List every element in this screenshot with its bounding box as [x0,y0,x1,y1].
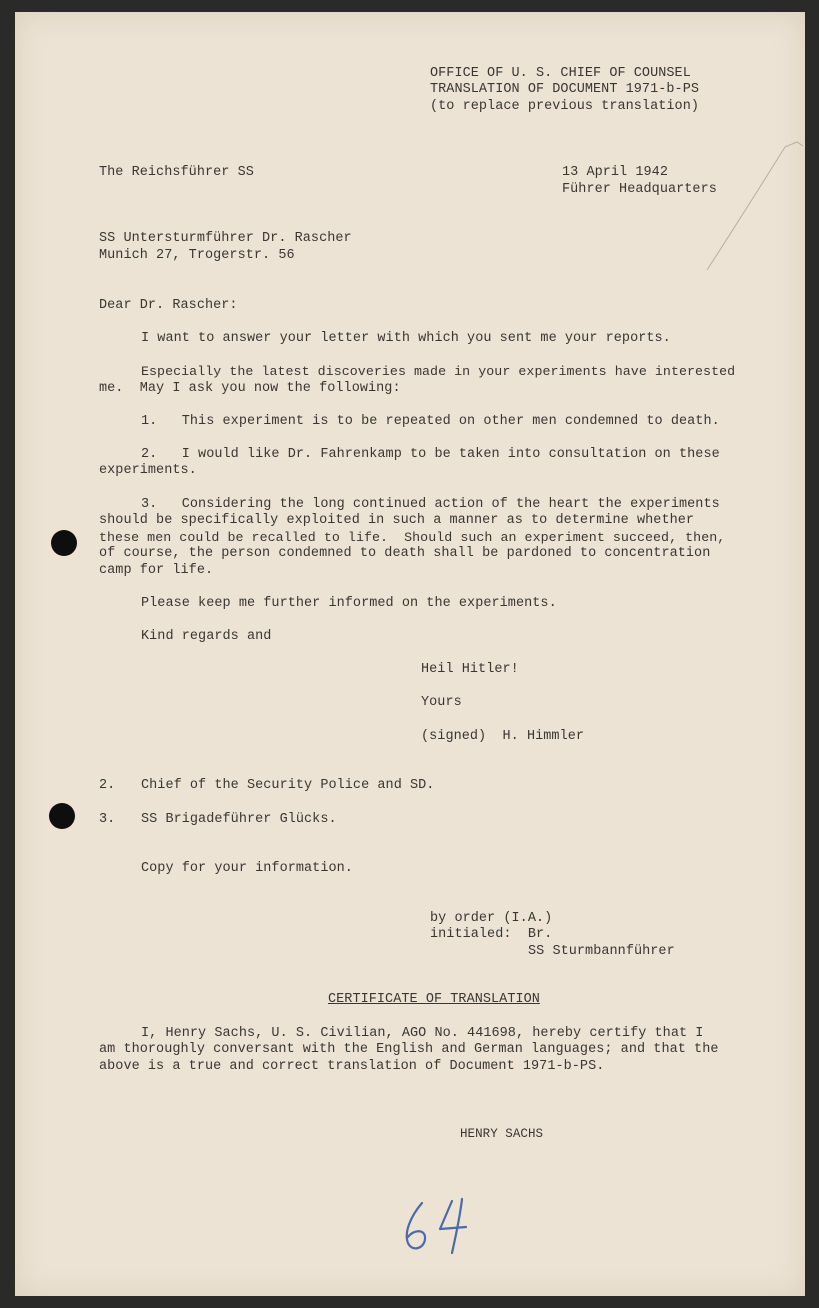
body-paragraph-2-line-1: Especially the latest discoveries made in your experiments have interested [141,364,736,379]
distribution-number-2: 2. [99,778,116,793]
document-page [15,12,805,1296]
replace-note: (to replace previous translation) [430,99,699,114]
body-paragraph-keep-informed: Please keep me further informed on the experiments. [141,596,557,611]
body-paragraph-regards: Kind regards and [141,629,272,644]
certificate-line-1: I, Henry Sachs, U. S. Civilian, AGO No. 441698, hereby certify that I [141,1026,704,1041]
letter-date: 13 April 1942 [562,165,668,180]
closing-signed: (signed) H. Himmler [421,729,585,744]
list-item-3-line-5: camp for life. [99,563,214,578]
body-paragraph-2-line-2: me. May I ask you now the following: [99,381,401,396]
handwritten-page-number [400,1197,490,1257]
distribution-item-2: Chief of the Security Police and SD. [141,778,435,793]
order-line-1: by order (I.A.) [430,911,553,926]
letter-place: Führer Headquarters [562,182,717,197]
translation-line: TRANSLATION OF DOCUMENT 1971-b-PS [430,82,699,97]
addressee-address: Munich 27, Trogerstr. 56 [99,248,295,263]
body-paragraph-1: I want to answer your letter with which you sent me your reports. [141,331,671,346]
pencil-mark [705,132,815,272]
list-item-3-line-4: of course, the person condemned to death shall be pardoned to concentration [99,546,711,561]
certificate-line-2: am thoroughly conversant with the English and German languages; and that the [99,1042,719,1057]
list-item-3-line-2: should be specifically exploited in such a manner as to determine whether [99,513,695,528]
office-line: OFFICE OF U. S. CHIEF OF COUNSEL [430,66,691,81]
list-item-3-line-1: 3. Considering the long continued action of the heart the experiments [141,497,720,512]
list-item-2-line-2: experiments. [99,463,197,478]
list-item-3-line-3: these men could be recalled to life. Should such an experiment succeed, then, [99,530,726,545]
certificate-line-3: above is a true and correct translation of Document 1971-b-PS. [99,1059,605,1074]
list-item-1: 1. This experiment is to be repeated on other men condemned to death. [141,414,720,429]
sender: The Reichsführer SS [99,165,254,180]
closing-heil: Heil Hitler! [421,662,519,677]
distribution-item-3: SS Brigadeführer Glücks. [141,812,337,827]
closing-yours: Yours [421,695,462,710]
list-item-2-line-1: 2. I would like Dr. Fahrenkamp to be taken into consultation on these [141,447,720,462]
copy-note: Copy for your information. [141,861,353,876]
certificate-signer: HENRY SACHS [460,1127,544,1141]
punch-hole-upper [51,530,77,556]
distribution-number-3: 3. [99,812,116,827]
salutation: Dear Dr. Rascher: [99,298,238,313]
order-line-3: SS Sturmbannführer [528,944,675,959]
order-line-2: initialed: Br. [430,927,553,942]
certificate-title: CERTIFICATE OF TRANSLATION [328,992,540,1007]
punch-hole-lower [49,803,75,829]
addressee-name: SS Untersturmführer Dr. Rascher [99,231,352,246]
